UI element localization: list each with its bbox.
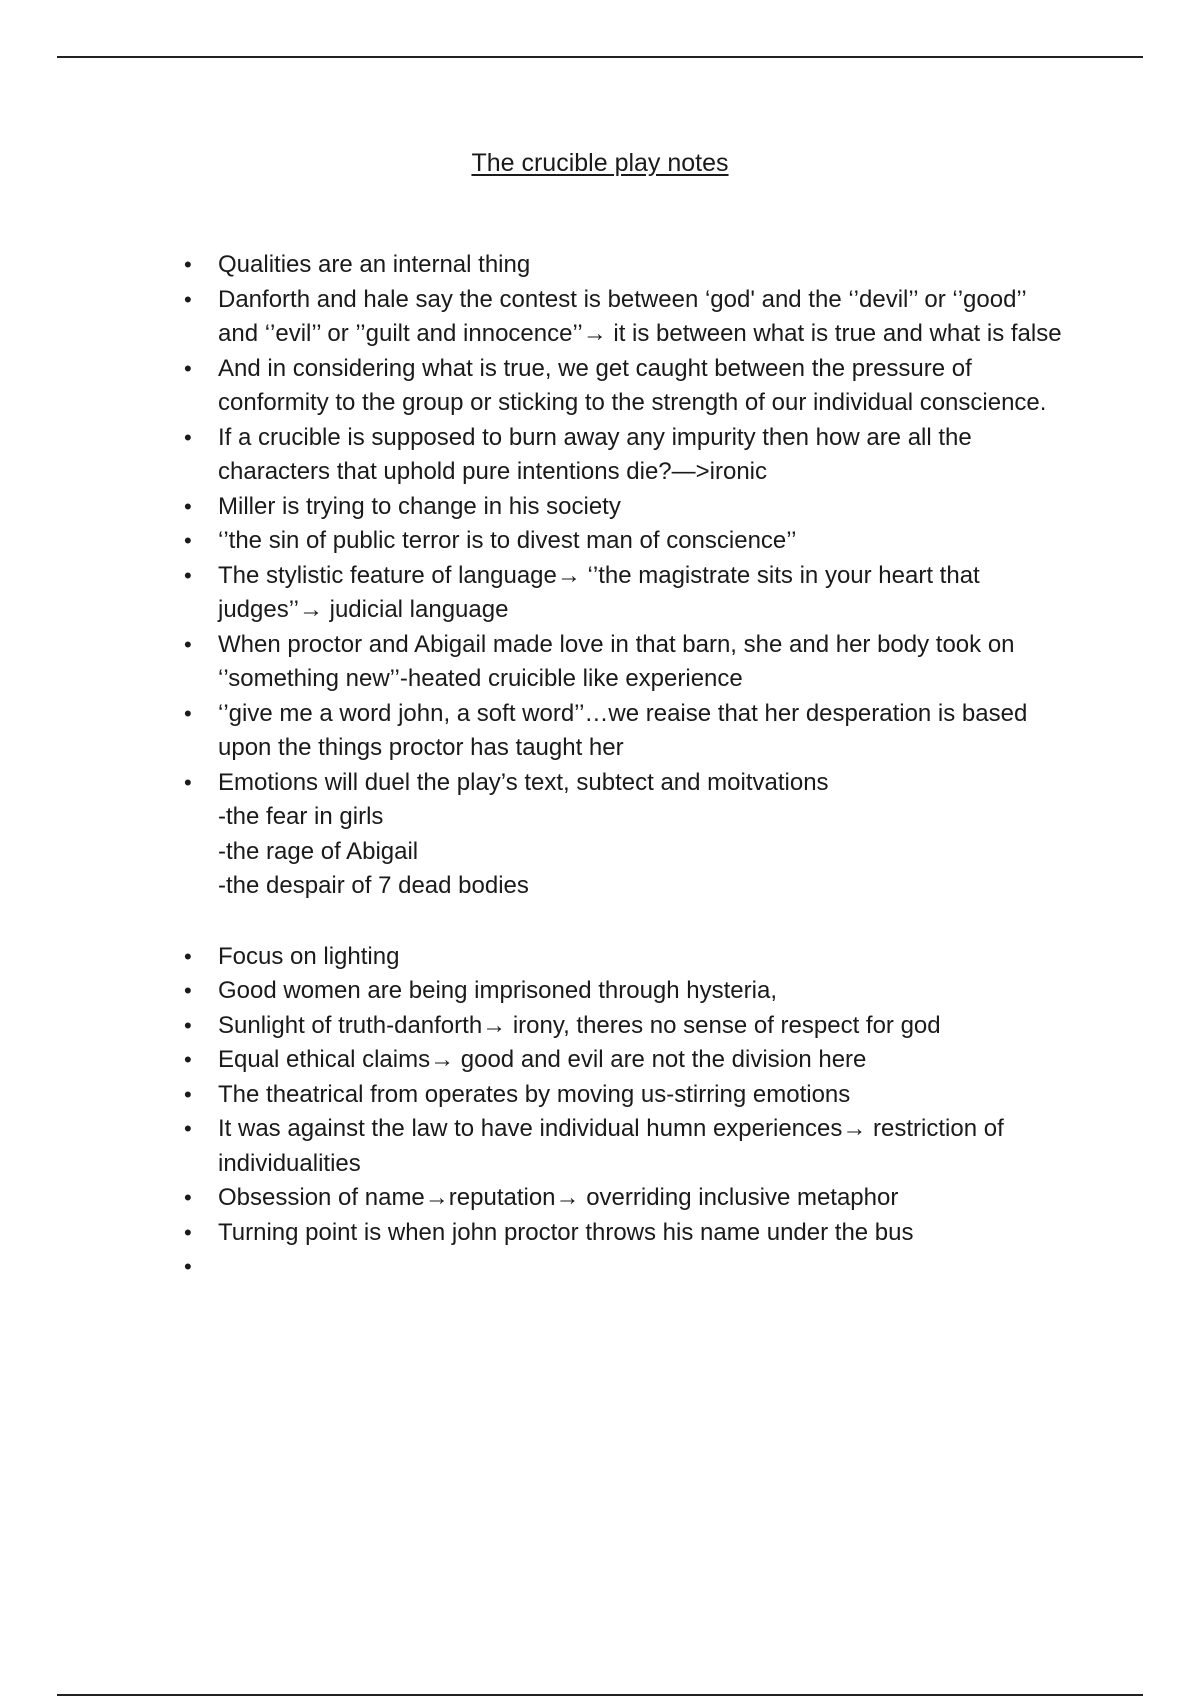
bullet-icon: • — [184, 769, 192, 795]
bullet-icon: • — [184, 943, 192, 969]
bullet-icon: • — [184, 252, 192, 277]
list-item-text: Equal ethical claims→ good and evil are not the division here — [218, 1046, 867, 1073]
sub-line: -the rage of Abigail — [218, 837, 419, 865]
bullet-icon: • — [184, 424, 192, 450]
list-item-text: ‘’give me a word john, a soft word’’…we reaise that her desperation is based upon the things proctor has taught her — [218, 699, 1028, 761]
list-item-text: Qualities are an internal thing — [218, 251, 531, 278]
bullet-icon: • — [184, 1012, 192, 1038]
list-item — [184, 1009, 1064, 1044]
list-item-text: Miller is trying to change in his society — [218, 492, 621, 520]
header-rule — [57, 56, 1143, 58]
list-item — [184, 766, 1064, 904]
list-item — [184, 283, 1064, 352]
list-item-text: Emotions will duel the play’s text, subtect and moitvations — [218, 768, 829, 796]
list-item — [184, 628, 1064, 697]
sub-line: -the despair of 7 dead bodies — [218, 872, 529, 899]
bullet-icon: • — [184, 1047, 192, 1072]
list-item-text: Danforth and hale say the contest is between ‘god' and the ‘’devil’’ or ‘’good’’ and ‘’evil’’ or ’’guilt and innocence’’→ it is between what is true and what is false — [218, 285, 1062, 347]
bullet-icon: • — [184, 1254, 192, 1279]
list-item-text: Good women are being imprisoned through hysteria, — [218, 977, 777, 1004]
list-item — [184, 1112, 1064, 1181]
list-item-text: Obsession of name→reputation→ overriding inclusive metaphor — [218, 1184, 899, 1211]
footer-rule — [57, 1694, 1143, 1696]
list-item-text: ‘’the sin of public terror is to divest man of conscience’’ — [218, 527, 797, 554]
list-item — [184, 248, 1064, 283]
list-item-text: And in considering what is true, we get caught between the pressure of conformity to the group or sticking to the strength of our individual conscience. — [218, 354, 1047, 416]
list-item — [184, 974, 1064, 1009]
bullet-icon: • — [184, 1116, 192, 1141]
sub-line: -the fear in girls — [218, 803, 384, 830]
bullet-icon: • — [184, 286, 192, 312]
page-title: The crucible play notes — [471, 149, 729, 177]
bullet-icon: • — [184, 978, 192, 1003]
bullet-icon: • — [184, 528, 192, 553]
list-item — [184, 1078, 1064, 1113]
list-item — [184, 490, 1064, 525]
bullet-icon: • — [184, 355, 192, 381]
bullet-icon: • — [184, 1185, 192, 1210]
list-spacer — [184, 904, 1064, 940]
bullet-icon: • — [184, 1219, 192, 1245]
list-item-text: The stylistic feature of language→ ‘’the magistrate sits in your heart that judges’’→ judicial language — [218, 561, 980, 623]
bullet-icon: • — [184, 1081, 192, 1107]
bullet-icon: • — [184, 631, 192, 657]
list-item — [184, 1043, 1064, 1078]
list-item — [184, 421, 1064, 490]
list-item — [184, 1216, 1064, 1251]
list-item — [184, 1250, 1064, 1285]
list-item — [184, 559, 1064, 628]
list-item-text: When proctor and Abigail made love in that barn, she and her body took on ‘’something new’’-heated cruicible like experience — [218, 630, 1015, 692]
list-item-text: It was against the law to have individual humn experiences→ restriction of individualities — [218, 1115, 1004, 1177]
list-item-text: Turning point is when john proctor throws his name under the bus — [218, 1218, 914, 1246]
list-item-text: The theatrical from operates by moving us-stirring emotions — [218, 1080, 851, 1108]
bullet-icon: • — [184, 562, 192, 588]
list-item — [184, 697, 1064, 766]
bullet-icon: • — [184, 700, 192, 726]
list-item — [184, 940, 1064, 975]
list-item — [184, 352, 1064, 421]
notes-list — [184, 248, 1064, 1285]
list-item-text: Focus on lighting — [218, 942, 400, 970]
bullet-icon: • — [184, 493, 192, 519]
list-item — [184, 524, 1064, 559]
list-item-text: Sunlight of truth-danforth→ irony, theres no sense of respect for god — [218, 1011, 941, 1039]
list-item — [184, 1181, 1064, 1216]
list-item-text: If a crucible is supposed to burn away any impurity then how are all the characters that uphold pure intentions die?—>ironic — [218, 423, 972, 485]
